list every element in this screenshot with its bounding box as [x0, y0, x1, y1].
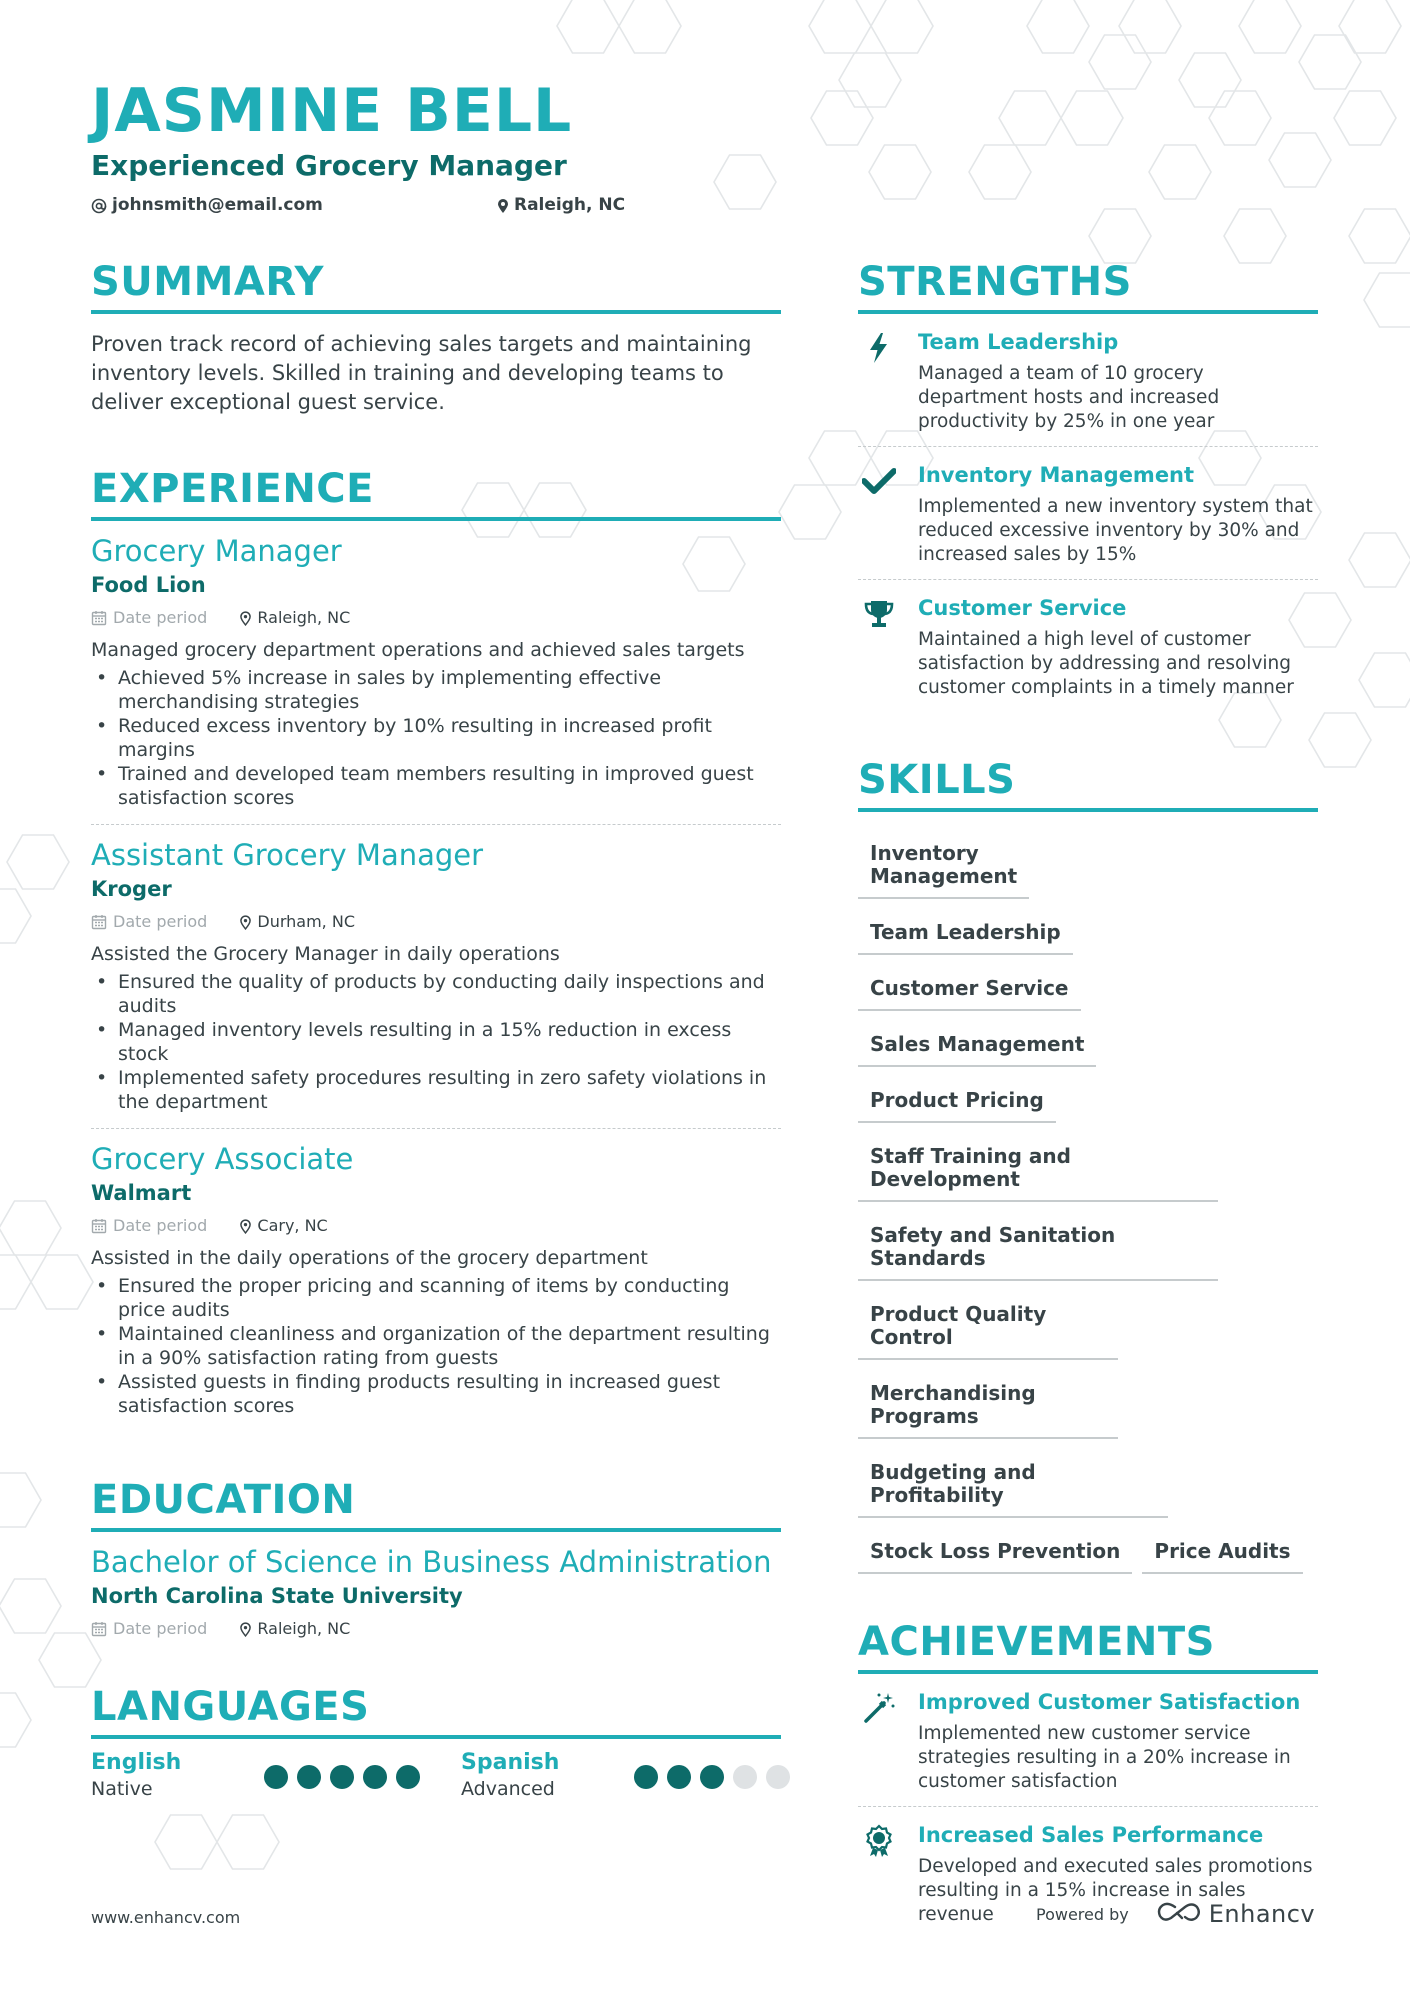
job-entry	[91, 825, 781, 1129]
skill-tag: Staff Training and Development	[858, 1133, 1218, 1202]
calendar-icon	[91, 1218, 107, 1240]
education-section	[91, 1476, 781, 1643]
footer-website[interactable]: www.enhancv.com	[91, 1908, 241, 1927]
rating-dot-filled	[363, 1765, 387, 1789]
rating-dot-empty	[733, 1765, 757, 1789]
award-ribbon-icon	[862, 1824, 896, 1858]
experience-heading: EXPERIENCE	[91, 465, 781, 521]
checkmark-icon	[862, 464, 896, 498]
languages-section	[91, 1683, 781, 1811]
job-location: Cary, NC	[257, 1216, 328, 1235]
strength-item	[858, 580, 1318, 712]
map-pin-icon	[240, 1621, 251, 1643]
job-title: Grocery Manager	[91, 534, 342, 568]
skill-tag: Sales Management	[858, 1021, 1096, 1067]
bullet-item: • Assisted guests in finding products resulting in increased guest satisfaction scores	[91, 1370, 781, 1418]
skill-tag: Customer Service	[858, 965, 1081, 1011]
summary-heading: SUMMARY	[91, 258, 781, 314]
skill-tag: Price Audits	[1142, 1528, 1302, 1574]
rating-dot-filled	[700, 1765, 724, 1789]
left-column	[91, 258, 781, 1811]
languages-row	[91, 1749, 781, 1811]
job-title: Grocery Associate	[91, 1142, 354, 1176]
skill-tag: Inventory Management	[858, 830, 1029, 899]
strength-description: Managed a team of 10 grocery department hosts and increased productivity by 25% in one year	[918, 363, 1220, 432]
rating-dot-filled	[634, 1765, 658, 1789]
skill-tag: Merchandising Programs	[858, 1370, 1118, 1439]
education-location: Raleigh, NC	[257, 1619, 351, 1638]
bullet-item: • Ensured the proper pricing and scanning of items by conducting price audits	[91, 1274, 781, 1322]
skill-tag: Product Quality Control	[858, 1291, 1118, 1360]
strength-title: Inventory Management	[918, 463, 1195, 487]
rating-dot-filled	[667, 1765, 691, 1789]
strength-description: Implemented a new inventory system that reduced excessive inventory by 30% and increased sales by 15%	[918, 496, 1313, 565]
candidate-name: JASMINE BELL	[91, 76, 573, 146]
language-name: English	[91, 1750, 182, 1775]
achievement-title: Increased Sales Performance	[918, 1823, 1264, 1847]
job-location: Durham, NC	[257, 912, 355, 931]
skill-tag: Stock Loss Prevention	[858, 1528, 1132, 1574]
strength-item	[858, 447, 1318, 580]
strength-description: Maintained a high level of customer satisfaction by addressing and resolving customer complaints in a timely manner	[918, 629, 1294, 698]
skill-tag: Team Leadership	[858, 909, 1073, 955]
achievement-description: Developed and executed sales promotions resulting in a 15% increase in sales revenue	[918, 1856, 1313, 1925]
enhancv-logo-icon	[1155, 1901, 1201, 1927]
map-pin-icon	[240, 914, 251, 936]
date-period: Date period	[113, 608, 208, 627]
strengths-heading: STRENGTHS	[858, 258, 1318, 314]
date-period: Date period	[113, 912, 208, 931]
job-entry	[91, 521, 781, 825]
job-bullets	[91, 666, 781, 810]
date-period: Date period	[113, 1216, 208, 1235]
calendar-icon	[91, 1621, 107, 1643]
footer-branding[interactable]	[1036, 1900, 1315, 1928]
trophy-icon	[862, 597, 896, 631]
rating-dot-filled	[330, 1765, 354, 1789]
job-bullets	[91, 970, 781, 1114]
right-column	[858, 258, 1318, 1939]
achievements-heading: ACHIEVEMENTS	[858, 1618, 1318, 1674]
calendar-icon	[91, 610, 107, 632]
bullet-item: • Ensured the quality of products by conducting daily inspections and audits	[91, 970, 781, 1018]
magic-wand-icon	[862, 1691, 896, 1725]
strength-title: Customer Service	[918, 596, 1127, 620]
job-bullets	[91, 1274, 781, 1418]
job-description: Assisted in the daily operations of the grocery department	[91, 1247, 648, 1269]
job-description: Assisted the Grocery Manager in daily operations	[91, 943, 560, 965]
email-contact[interactable]	[91, 193, 323, 221]
education-heading: EDUCATION	[91, 1476, 781, 1532]
language-name: Spanish	[461, 1750, 560, 1775]
skill-tag: Budgeting and Profitability	[858, 1449, 1168, 1518]
brand-name: Enhancv	[1208, 1900, 1316, 1928]
strength-item	[858, 314, 1318, 447]
summary-text: Proven track record of achieving sales targets and maintaining inventory levels. Skilled in training and developing teams to deliver exceptional guest service.	[91, 332, 752, 414]
language-level: Native	[91, 1778, 153, 1800]
location-contact	[497, 193, 625, 221]
powered-by-text: Powered by	[1036, 1904, 1129, 1924]
skills-section	[858, 756, 1318, 1574]
language-item	[461, 1749, 559, 1801]
map-pin-icon	[240, 610, 251, 632]
experience-section	[91, 465, 781, 1432]
date-period: Date period	[113, 1619, 208, 1638]
job-description: Managed grocery department operations and achieved sales targets	[91, 639, 745, 661]
rating-dot-filled	[396, 1765, 420, 1789]
skills-heading: SKILLS	[858, 756, 1318, 812]
bullet-item: • Reduced excess inventory by 10% resulting in increased profit margins	[91, 714, 781, 762]
location-text: Raleigh, NC	[514, 195, 626, 215]
job-location: Raleigh, NC	[257, 608, 351, 627]
skill-tag: Safety and Sanitation Standards	[858, 1212, 1218, 1281]
company-name: Food Lion	[91, 573, 206, 597]
summary-section	[91, 258, 781, 417]
bullet-item: • Trained and developed team members resulting in improved guest satisfaction scores	[91, 762, 781, 810]
map-pin-icon	[240, 1218, 251, 1240]
achievement-description: Implemented new customer service strategies resulting in a 20% increase in customer satisfaction	[918, 1723, 1291, 1792]
bullet-item: • Achieved 5% increase in sales by implementing effective merchandising strategies	[91, 666, 781, 714]
education-meta	[91, 1618, 781, 1643]
bullet-item: • Managed inventory levels resulting in a 15% reduction in excess stock	[91, 1018, 781, 1066]
at-icon	[91, 197, 107, 221]
map-pin-icon	[497, 197, 509, 221]
company-name: Walmart	[91, 1181, 192, 1205]
rating-dot-empty	[766, 1765, 790, 1789]
job-meta	[91, 911, 781, 936]
language-level: Advanced	[461, 1778, 555, 1800]
job-title: Assistant Grocery Manager	[91, 838, 484, 872]
rating-dot-filled	[297, 1765, 321, 1789]
languages-heading: LANGUAGES	[91, 1683, 781, 1739]
job-meta	[91, 1215, 781, 1240]
skills-list	[858, 820, 1318, 1574]
language-rating	[264, 1765, 420, 1789]
rating-dot-filled	[264, 1765, 288, 1789]
company-name: Kroger	[91, 877, 172, 901]
achievement-item	[858, 1674, 1318, 1807]
lightning-icon	[862, 331, 896, 365]
language-rating	[634, 1765, 790, 1789]
achievement-title: Improved Customer Satisfaction	[918, 1690, 1301, 1714]
calendar-icon	[91, 914, 107, 936]
email-text: johnsmith@email.com	[112, 195, 323, 215]
school-name: North Carolina State University	[91, 1584, 463, 1608]
strength-title: Team Leadership	[918, 330, 1119, 354]
degree-title: Bachelor of Science in Business Administration	[91, 1545, 772, 1579]
bullet-item: • Maintained cleanliness and organization of the department resulting in a 90% satisfaction rating from guests	[91, 1322, 781, 1370]
candidate-title: Experienced Grocery Manager	[91, 149, 567, 182]
job-entry	[91, 1129, 781, 1432]
achievements-section	[858, 1618, 1318, 1939]
skill-tag: Product Pricing	[858, 1077, 1056, 1123]
language-item	[91, 1749, 181, 1801]
job-meta	[91, 607, 781, 632]
strengths-section	[858, 258, 1318, 712]
bullet-item: • Implemented safety procedures resulting in zero safety violations in the department	[91, 1066, 781, 1114]
